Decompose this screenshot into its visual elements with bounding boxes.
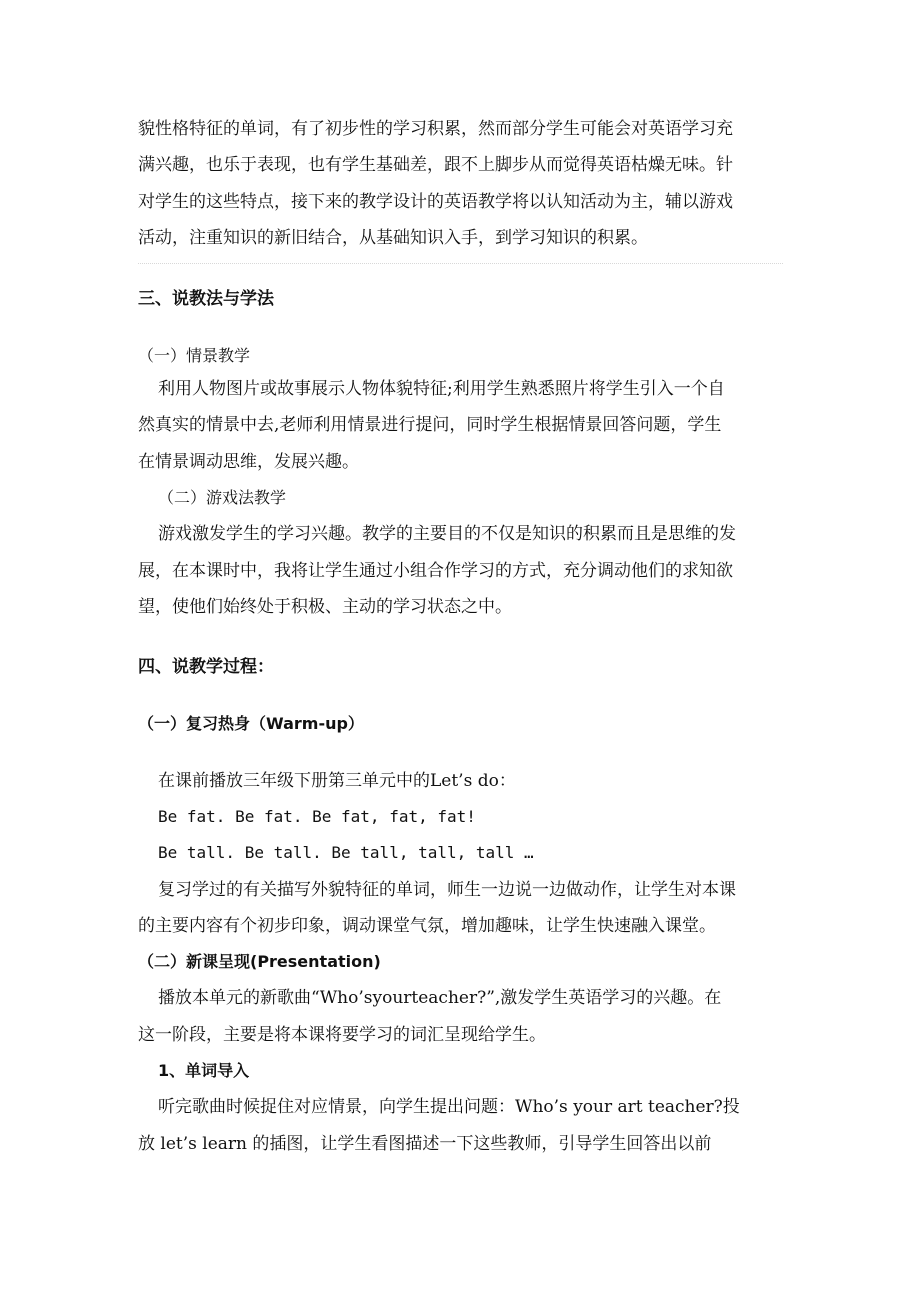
subsection-title: （一）情景教学 [138,346,251,365]
paragraph-line: 复习学过的有关描写外貌特征的单词，师生一边说一边做动作，让学生对本课 [158,880,736,900]
paragraph-line: 展，在本课时中，我将让学生通过小组合作学习的方式，充分调动他们的求知欲 [138,561,733,581]
paragraph-line: 听完歌曲时候捉住对应情景，向学生提出问题：Who’s your art teacher?投 [158,1097,740,1117]
section-heading: 四、说教学过程： [138,657,274,677]
paragraph-line: 然真实的情景中去,老师利用情景进行提问，同时学生根据情景回答问题，学生 [138,415,722,435]
paragraph-line: 游戏激发学生的学习兴趣。教学的主要目的不仅是知识的积累而且是思维的发 [158,524,736,544]
paragraph-line: 放 let’s learn 的插图，让学生看图描述一下这些教师，引导学生回答出以前 [138,1134,712,1154]
paragraph-line: 貌性格特征的单词，有了初步性的学习积累，然而部分学生可能会对英语学习充 [138,119,733,139]
subsection-title: （一）复习热身（Warm-up） [138,714,364,733]
paragraph-line: 满兴趣，也乐于表现，也有学生基础差，跟不上脚步从而觉得英语枯燥无味。针 [138,155,733,175]
paragraph-line: 在情景调动思维，发展兴趣。 [138,452,359,472]
divider [138,263,783,264]
subsection-title: （二）游戏法教学 [158,488,287,507]
paragraph-line: 利用人物图片或故事展示人物体貌特征;利用学生熟悉照片将学生引入一个自 [158,379,725,399]
step-title: 1、单词导入 [158,1061,250,1080]
paragraph-line: 的主要内容有个初步印象，调动课堂气氛，增加趣味，让学生快速融入课堂。 [138,916,716,936]
paragraph-line: 望，使他们始终处于积极、主动的学习状态之中。 [138,597,512,617]
chant-line: Be fat. Be fat. Be fat, fat, fat! [158,807,476,826]
subsection-title: （二）新课呈现(Presentation) [138,952,381,971]
chant-line: Be tall. Be tall. Be tall, tall, tall … [158,843,534,862]
paragraph-line: 播放本单元的新歌曲“Who’syourteacher?”,激发学生英语学习的兴趣。在 [158,988,722,1008]
paragraph-line: 在课前播放三年级下册第三单元中的Let’s do： [158,771,516,791]
paragraph-line: 活动，注重知识的新旧结合，从基础知识入手，到学习知识的积累。 [138,228,648,248]
paragraph-line: 对学生的这些特点，接下来的教学设计的英语教学将以认知活动为主，辅以游戏 [138,192,733,212]
section-heading: 三、说教法与学法 [138,289,274,309]
paragraph-line: 这一阶段，主要是将本课将要学习的词汇呈现给学生。 [138,1025,546,1045]
